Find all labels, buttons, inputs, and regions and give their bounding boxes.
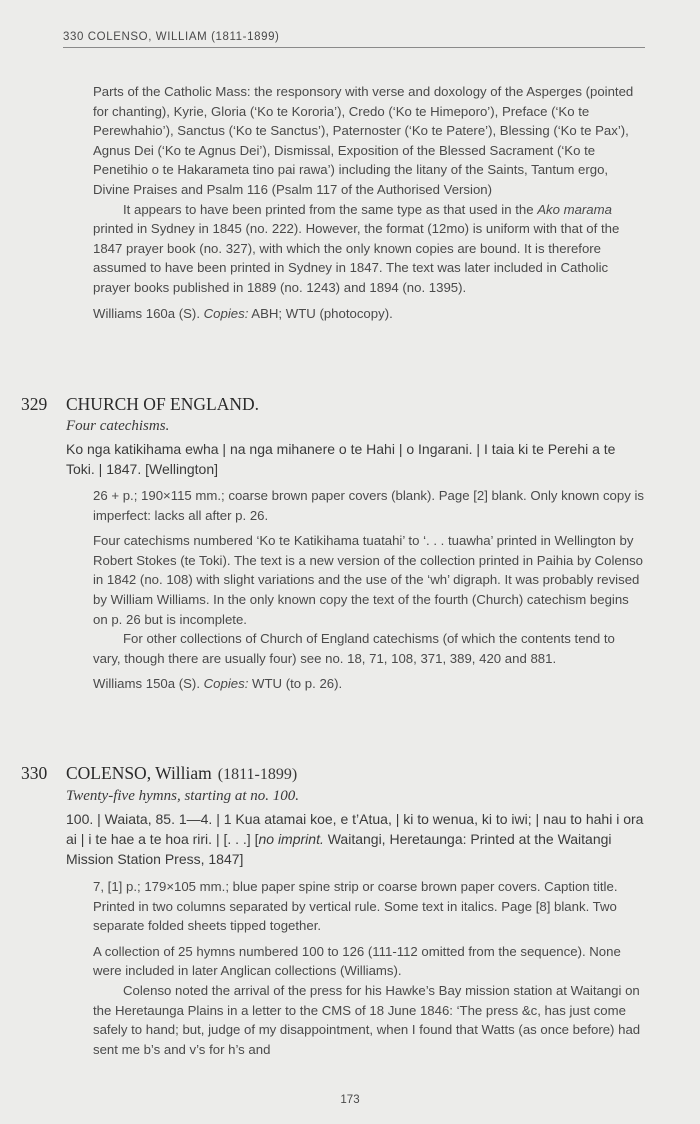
note-paragraph-330-2: Colenso noted the arrival of the press for his Hawke’s Bay mission station at Waitangi on the Heretaunga Plains in a letter to the CMS of 18 June 1846: ‘The press &c, has just come safely to hand; but, judge of my disappointment, when I found that Watts (as once before) had sent me b’s and v’s for h’s and (93, 982, 641, 1057)
header-rule (63, 47, 645, 48)
title-page-transcription-330: 100. | Waiata, 85. 1—4. | 1 Kua atamai koe, e t’Atua, | ki to wenua, ki to iwi; | nau to hahi i ora ai | i te hae a te hoa riri. | [. . .] [no imprint. Waitangi, Heretaunga: Printed at the Waitangi Mission Station Press, 1847] (66, 811, 644, 867)
running-head: 330 COLENSO, WILLIAM (1811-1899) (63, 31, 280, 43)
references-329: Williams 150a (S). Copies: WTU (to p. 26). (93, 676, 343, 692)
italic-title: Ako marama (537, 201, 612, 217)
note-paragraph-329-2: For other collections of Church of England catechisms (of which the contents tend to vary, though there are usually four) see no. 18, 71, 108, 371, 389, 420 and 881. (93, 631, 615, 666)
note-paragraph-330-1: A collection of 25 hymns numbered 100 to 126 (111-112 omitted from the sequence). None were included in later Anglican collections (Williams). (93, 943, 621, 979)
entry-heading-330: COLENSO, William (1811-1899) (66, 763, 298, 783)
note-paragraph-329-1: Four catechisms numbered ‘Ko te Katikihama tuatahi’ to ‘. . . tuawha’ printed in Wellington by Robert Stokes (te Toki). The text is a new version of the collection printed in Paihia by Colenso in 1842 (no. 108) with slight variations and the use of the ‘wh’ digraph. It was probably revised by William Williams. In the only known copy the text of the fourth (Church) catechism begins on p. 26 but is incomplete. (93, 533, 644, 627)
entry-heading-329: CHURCH OF ENGLAND. (66, 394, 259, 414)
continuation-text (93, 82, 645, 323)
entry-subtitle-329: Four catechisms. (66, 418, 170, 434)
entry-number-330: 330 (21, 763, 48, 783)
entry-subtitle-330: Twenty-five hymns, starting at no. 100. (66, 788, 300, 804)
entry-description-329 (93, 486, 645, 694)
collation-329: 26 + p.; 190×115 mm.; coarse brown paper covers (blank). Page [2] blank. Only known copy is imperfect: lacks all after p. 26. (93, 488, 644, 523)
author-dates: (1811-1899) (217, 766, 298, 783)
continuation-paragraph-1: Parts of the Catholic Mass: the responsory with verse and doxology of the Asperges (pointed for chanting), Kyrie, Gloria (‘Ko te Kororia’), Credo (‘Ko te Himeporo’), Preface (‘Ko te Perewhahio’), Sanctus (‘Ko te Sanctus’), Paternoster (‘Ko te Patere’), Blessing (‘Ko te Pax’), Agnus Dei (‘Ko te Agnus Dei’), Dismissal, Exposition of the Blessed Sacrament (‘Ko te Penetihio o te Hakarameta tino pai rawa’) including the litany of the Saints, Tantum ergo, Divine Praises and Psalm 116 (Psalm 117 of the Authorised Version) (93, 84, 634, 197)
continuation-paragraph-2: It appears to have been printed from the same type as that used in the Ako marama printed in Sydney in 1845 (no. 222). However, the format (12mo) is uniform with that of the 1847 prayer book (no. 327), with which the only known copies are bound. It is therefore assumed to have been printed in Sydney in 1847. The text was later included in Catholic prayer books published in 1889 (no. 1243) and 1894 (no. 1395). (93, 201, 620, 295)
title-page-transcription-329: Ko nga katikihama ewha | na nga mihanere o te Hahi | o Ingarani. | I taia ki te Perehi a te Toki. | 1847. [Wellington] (66, 441, 616, 477)
page-number: 173 (340, 1094, 360, 1106)
entry-description-330 (93, 877, 645, 1059)
continuation-references: Williams 160a (S). Copies: ABH; WTU (photocopy). (93, 305, 393, 321)
entry-number-329: 329 (21, 394, 48, 414)
collation-330: 7, [1] p.; 179×105 mm.; blue paper spine strip or coarse brown paper covers. Caption title. Printed in two columns separated by vertical rule. Some text in italics. Page [8] blank. Two separate folded sheets tipped together. (93, 879, 618, 934)
